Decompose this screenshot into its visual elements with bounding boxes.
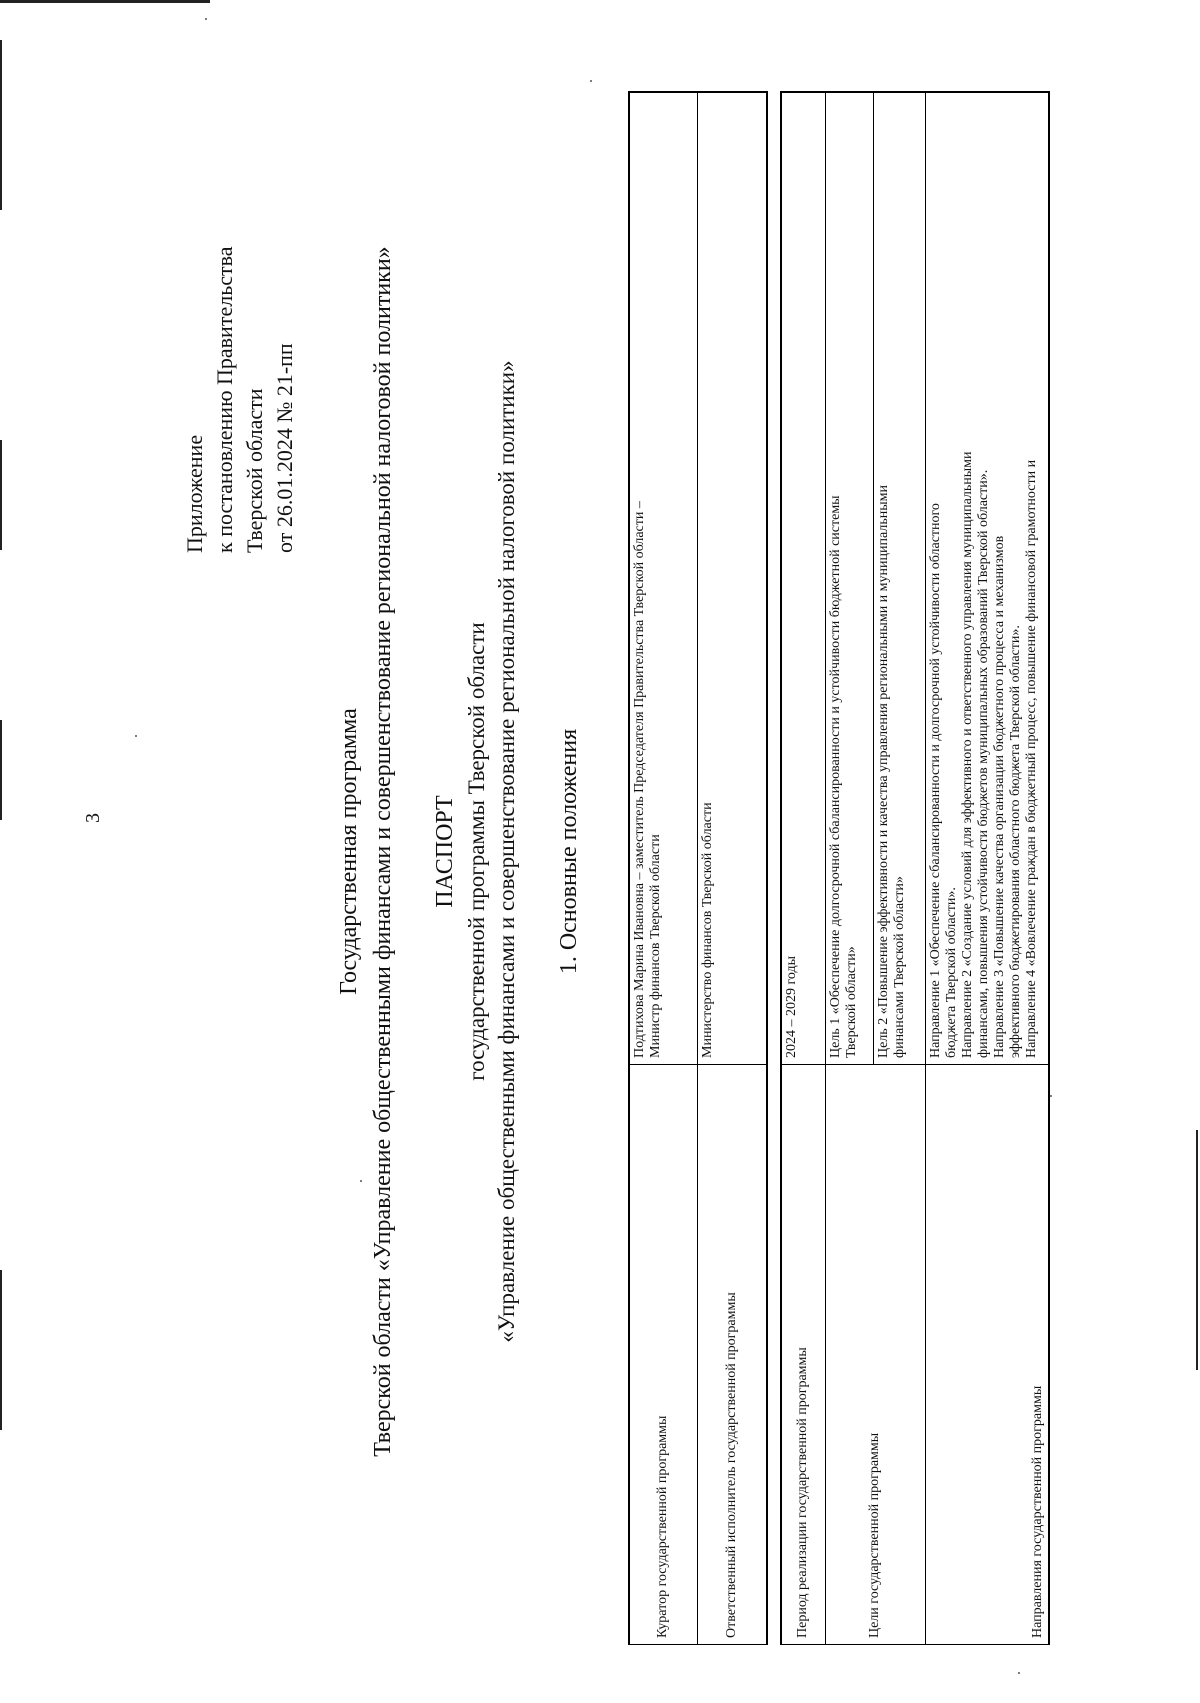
appendix-line: к постановлению Правительства (212, 246, 237, 553)
cell-line: Министерство финансов Тверской области (699, 802, 715, 1058)
cell-line: Направление 1 «Обеспечение сбалансированности и долгосрочной устойчивости областного (927, 503, 943, 1058)
goal-1 (825, 92, 873, 1065)
passport-title: ПАСПОРТ (432, 795, 458, 908)
passport-table-bottom (780, 91, 1050, 1645)
program-title-line: Тверской области «Управление общественными финансами и совершенствование региональной налоговой политики» (370, 246, 396, 1457)
program-title-line: Государственная программа (336, 708, 362, 995)
period-value (781, 92, 825, 1065)
cell-line: Министр финансов Тверской области (648, 834, 663, 1058)
passport-subtitle: «Управление общественными финансами и совершенствование региональной налоговой политики» (494, 360, 519, 1343)
period-label: Период реализации государственной программы (781, 1065, 825, 1645)
appendix-block (180, 247, 300, 553)
table-row (697, 92, 767, 1645)
cell-line: 2024 – 2029 годы (784, 955, 799, 1058)
curator-label: Куратор государственной программы (629, 1065, 697, 1645)
executor-value (697, 92, 767, 1065)
table-row (825, 92, 873, 1645)
page-number: 3 (82, 813, 104, 823)
table-row (781, 92, 825, 1645)
section-title: 1. Основные положения (556, 728, 582, 975)
cell-line: бюджета Тверской области». (943, 887, 959, 1058)
goal-2 (873, 92, 925, 1065)
cell-line: Цель 1 «Обеспечение долгосрочной сбалансированности и устойчивости бюджетной системы (827, 495, 843, 1058)
passport-table-top (628, 91, 768, 1645)
table-row (925, 92, 1049, 1645)
cell-line: Направление 2 «Создание условий для эффективного и ответственного управления муниципальными (959, 451, 975, 1058)
cell-line: Подтихова Марина Ивановна – заместитель Председателя Правительства Тверской области – (632, 501, 647, 1058)
directions-label: Направления государственной программы (925, 1065, 1049, 1645)
cell-line: Тверской области» (843, 946, 859, 1058)
appendix-line: Приложение (182, 434, 207, 553)
appendix-line: от 26.01.2024 № 21-пп (272, 343, 297, 553)
table-row (629, 92, 697, 1645)
executor-label: Ответственный исполнитель государственной программы (697, 1065, 767, 1645)
directions-value (925, 92, 1049, 1065)
cell-line: Направление 4 «Вовлечение граждан в бюджетный процесс, повышение финансовой грамотности и (1023, 459, 1039, 1058)
cell-line: эффективного бюджетирования областного бюджета Тверской области». (1007, 625, 1023, 1058)
goals-label: Цели государственной программы (825, 1065, 925, 1645)
passport-subtitle: государственной программы Тверской области (464, 622, 489, 1081)
cell-line: финансами, повышения устойчивости бюджетов муниципальных образований Тверской области». (975, 469, 991, 1058)
curator-value (629, 92, 697, 1065)
cell-line: финансами Тверской области» (891, 876, 907, 1058)
cell-line: Направление 3 «Повышение качества организации бюджетного процесса и механизмов (991, 535, 1007, 1058)
appendix-line: Тверской области (242, 388, 267, 553)
cell-line: Цель 2 «Повышение эффективности и качества управления региональными и муниципальными (875, 485, 891, 1058)
